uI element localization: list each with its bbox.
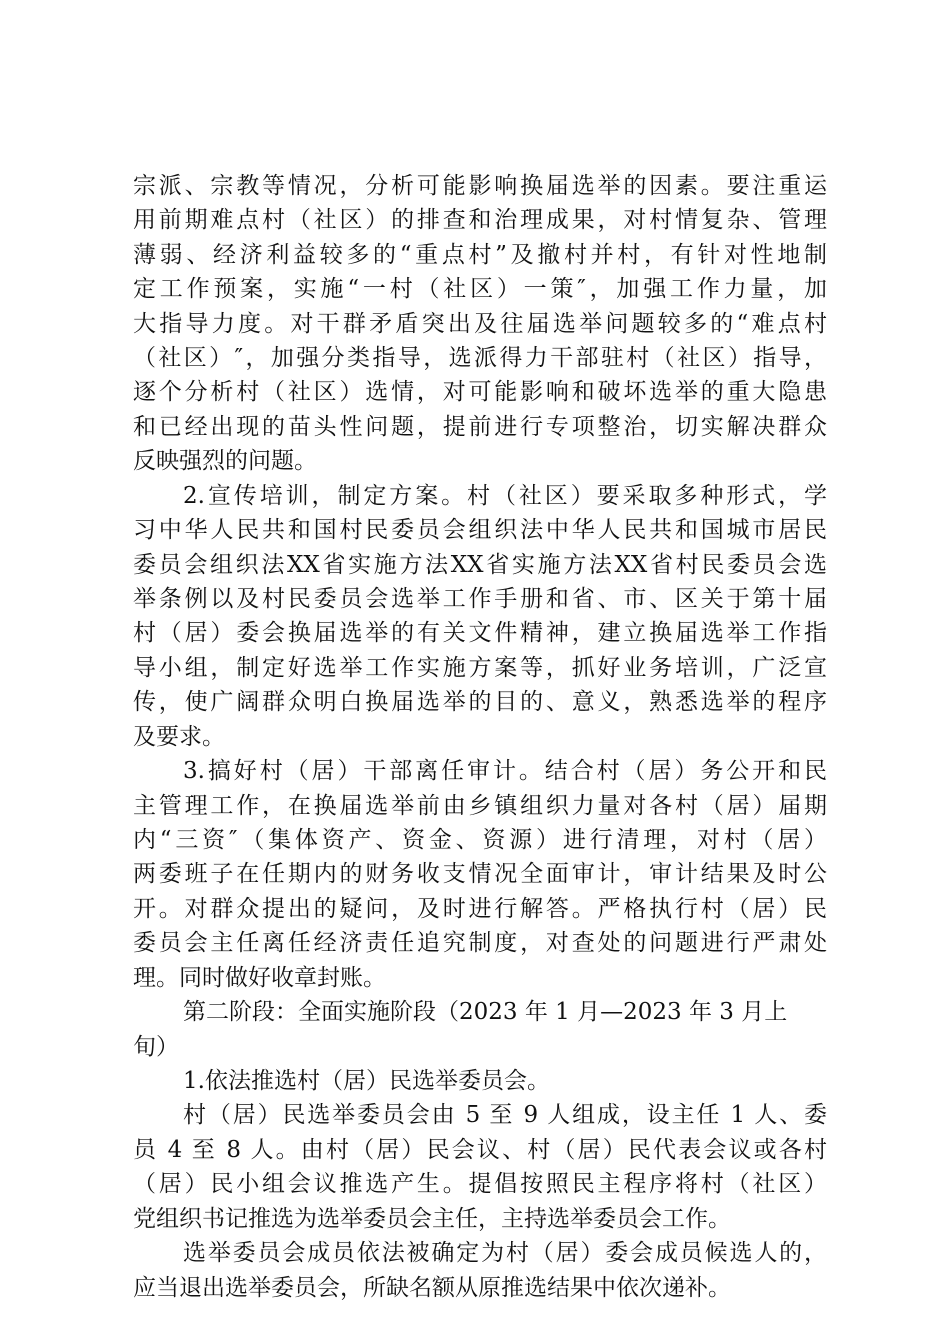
subsection-heading: 1.依法推选村（居）民选举委员会。 xyxy=(183,1068,550,1094)
text-line: 定工作预案，实施“一村（社区）一策″，加强工作力量，加 xyxy=(133,276,827,302)
text-line: 宗派、宗教等情况，分析可能影响换届选举的因素。要注重运 xyxy=(133,173,827,199)
text-line: 开。对群众提出的疑问，及时进行解答。严格执行村（居）民 xyxy=(133,896,827,922)
text-line: 主管理工作，在换届选举前由乡镇组织力量对各村（居）届期 xyxy=(133,793,827,819)
text-line: 村（居）民选举委员会由 5 至 9 人组成，设主任 1 人、委 xyxy=(183,1102,827,1128)
text-line: 委员会主任离任经济责任追究制度，对查处的问题进行严肃处 xyxy=(133,930,827,956)
text-line: 村（居）委会换届选举的有关文件精神，建立换届选举工作指 xyxy=(133,620,827,646)
text-line: （居）民小组会议推选产生。提倡按照民主程序将村（社区） xyxy=(133,1171,827,1197)
text-line: 逐个分析村（社区）选情，对可能影响和破坏选举的重大隐患 xyxy=(133,379,827,405)
text-line: （社区）″，加强分类指导，选派得力干部驻村（社区）指导， xyxy=(133,345,827,371)
text-line: 薄弱、经济利益较多的“重点村”及撤村并村，有针对性地制 xyxy=(133,242,827,268)
text-line: 大指导力度。对干群矛盾突出及往届选举问题较多的“难点村 xyxy=(133,311,827,337)
text-line: 反映强烈的问题。 xyxy=(133,448,317,474)
text-line: 委员会组织法XX省实施方法XX省实施方法XX省村民委员会选 xyxy=(133,552,827,578)
text-line: 3.搞好村（居）干部离任审计。结合村（居）务公开和民 xyxy=(183,758,827,784)
text-line: 习中华人民共和国村民委员会组织法中华人民共和国城市居民 xyxy=(133,517,827,543)
text-line: 2.宣传培训，制定方案。村（社区）要采取多种形式，学 xyxy=(183,483,827,509)
text-line: 员 4 至 8 人。由村（居）民会议、村（居）民代表会议或各村 xyxy=(133,1137,827,1163)
text-line: 导小组，制定好选举工作实施方案等，抓好业务培训，广泛宣 xyxy=(133,655,827,681)
text-line: 党组织书记推选为选举委员会主任，主持选举委员会工作。 xyxy=(133,1206,731,1232)
text-line: 应当退出选举委员会，所缺名额从原推选结果中依次递补。 xyxy=(133,1275,731,1301)
text-line: 举条例以及村民委员会选举工作手册和省、市、区关于第十届 xyxy=(133,586,827,612)
text-line: 内“三资″（集体资产、资金、资源）进行清理，对村（居） xyxy=(133,827,827,853)
text-line: 选举委员会成员依法被确定为村（居）委会成员候选人的， xyxy=(183,1240,827,1266)
text-line: 理。同时做好收章封账。 xyxy=(133,965,386,991)
text-line: 及要求。 xyxy=(133,724,225,750)
text-line: 传，使广阔群众明白换届选举的目的、意义，熟悉选举的程序 xyxy=(133,689,827,715)
section-heading: 旬） xyxy=(133,1034,179,1060)
text-line: 两委班子在任期内的财务收支情况全面审计，审计结果及时公 xyxy=(133,861,827,887)
text-line: 和已经出现的苗头性问题，提前进行专项整治，切实解决群众 xyxy=(133,414,827,440)
text-line: 用前期难点村（社区）的排查和治理成果，对村情复杂、管理 xyxy=(133,207,827,233)
section-heading: 第二阶段：全面实施阶段（2023 年 1 月—2023 年 3 月上 xyxy=(183,999,788,1025)
